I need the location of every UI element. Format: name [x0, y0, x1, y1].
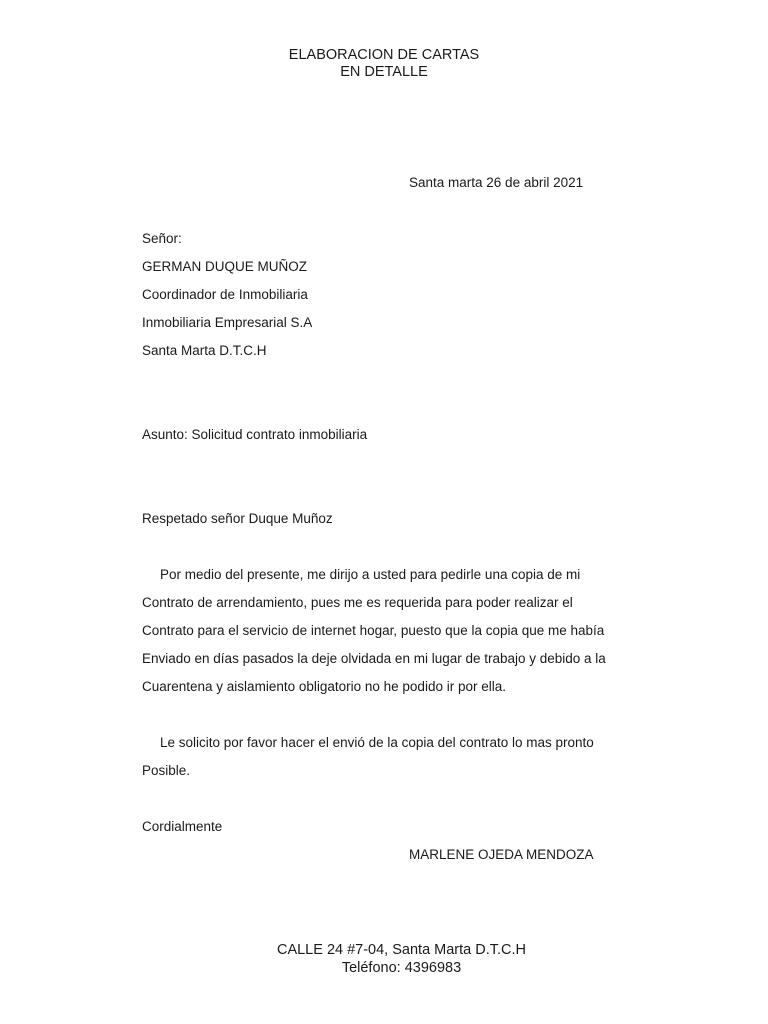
- body-paragraph2-line: Posible.: [142, 763, 191, 778]
- body-paragraph1-line: Enviado en días pasados la deje olvidada en mi lugar de trabajo y debido a la: [142, 651, 606, 666]
- letter-signature: MARLENE OJEDA MENDOZA: [409, 847, 594, 862]
- recipient-name: GERMAN DUQUE MUÑOZ: [142, 259, 307, 274]
- header-title-line1: ELABORACION DE CARTAS: [288, 47, 480, 63]
- letter-greeting: Respetado señor Duque Muñoz: [142, 511, 333, 526]
- body-paragraph1-line: Contrato para el servicio de internet hogar, puesto que la copia que me había: [142, 623, 605, 638]
- letter-subject: Asunto: Solicitud contrato inmobiliaria: [142, 427, 368, 442]
- recipient-city: Santa Marta D.T.C.H: [142, 343, 267, 358]
- recipient-salutation-title: Señor:: [142, 231, 182, 246]
- footer-address: CALLE 24 #7-04, Santa Marta D.T.C.H: [276, 942, 527, 958]
- body-paragraph1-line: Cuarentena y aislamiento obligatorio no he podido ir por ella.: [142, 679, 506, 694]
- letter-date: Santa marta 26 de abril 2021: [409, 175, 584, 190]
- recipient-company: Inmobiliaria Empresarial S.A: [142, 315, 313, 330]
- recipient-position: Coordinador de Inmobiliaria: [142, 287, 308, 302]
- body-paragraph1-line: Por medio del presente, me dirijo a usted para pedirle una copia de mi: [160, 567, 581, 582]
- footer-phone: Teléfono: 4396983: [341, 960, 462, 976]
- body-paragraph2-line: Le solicito por favor hacer el envió de la copia del contrato lo mas pronto: [160, 735, 594, 750]
- body-paragraph1-line: Contrato de arrendamiento, pues me es requerida para poder realizar el: [142, 595, 573, 610]
- header-title-line2: EN DETALLE: [340, 64, 428, 80]
- letter-closing: Cordialmente: [142, 819, 223, 834]
